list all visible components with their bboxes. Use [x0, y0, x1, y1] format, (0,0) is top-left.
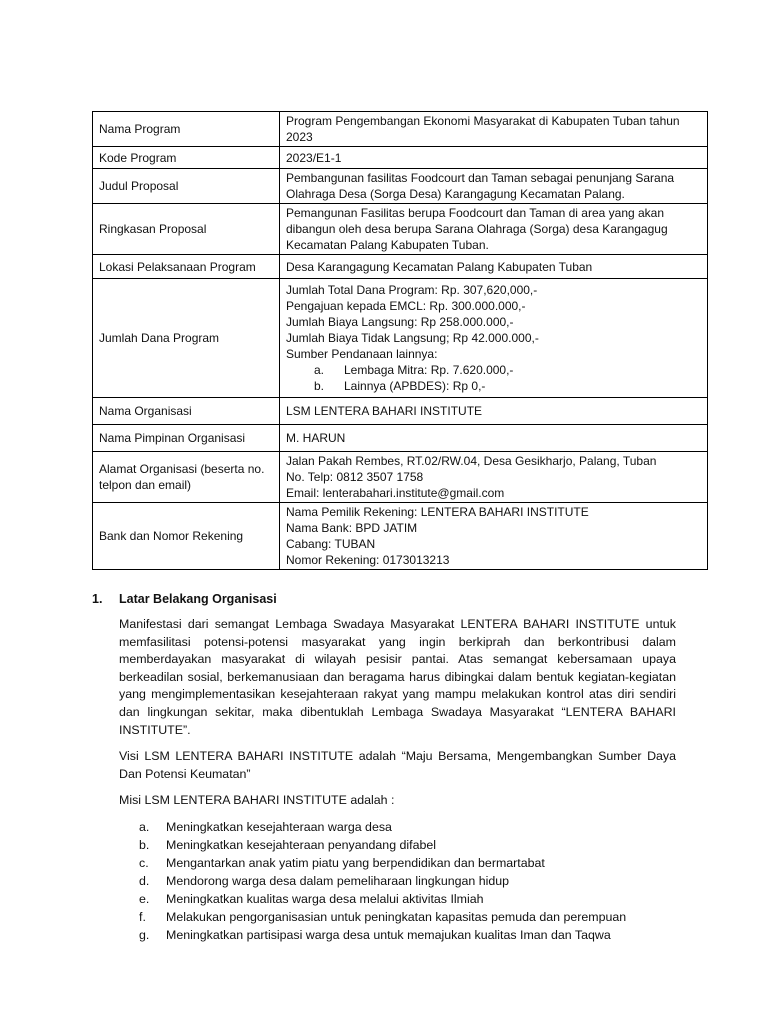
list-text: Melakukan pengorganisasian untuk peningkatan kapasitas pemuda dan perempuan — [166, 909, 627, 924]
table-value-line: 2023/E1-1 — [286, 150, 342, 165]
table-row — [93, 112, 708, 147]
misi-item — [139, 890, 676, 908]
list-text: Meningkatkan kualitas warga desa melalui aktivitas Ilmiah — [166, 891, 484, 906]
misi-intro: Misi LSM LENTERA BAHARI INSTITUTE adalah : — [119, 793, 395, 808]
table-label-cell: Judul Proposal — [93, 169, 280, 204]
list-text: Meningkatkan partisipasi warga desa untuk memajukan kualitas Iman dan Taqwa — [166, 927, 611, 942]
table-label-cell: Kode Program — [93, 147, 280, 169]
list-text: Mengantarkan anak yatim piatu yang berpendidikan dan bermartabat — [166, 855, 545, 870]
funding-source-item — [314, 362, 701, 378]
list-marker: c. — [139, 855, 149, 870]
table-value-line: Pemangunan Fasilitas berupa Foodcourt dan Taman di area yang akan dibangun oleh desa berupa Sarana Olahraga (Sorga) desa Karangagug Kecamatan Palang Kabupaten Tuban. — [286, 206, 668, 252]
table-value-line: Nama Bank: BPD JATIM — [286, 521, 418, 535]
misi-item — [139, 836, 676, 854]
table-row — [93, 503, 708, 570]
table-label-cell: Lokasi Pelaksanaan Program — [93, 255, 280, 279]
list-marker: b. — [314, 379, 325, 393]
misi-item — [139, 872, 676, 890]
background-section — [92, 592, 676, 944]
table-value-cell — [280, 204, 708, 255]
table-value-line: Jalan Pakah Rembes, RT.02/RW.04, Desa Gesikharjo, Palang, Tuban — [286, 454, 657, 468]
table-row — [93, 425, 708, 452]
table-value-cell — [280, 279, 708, 398]
table-value-line: Pembangunan fasilitas Foodcourt dan Taman sebagai penunjang Sarana Olahraga Desa (Sorga Desa) Karangagung Kecamatan Palang. — [286, 171, 675, 201]
table-row — [93, 169, 708, 204]
table-value-line: Desa Karangagung Kecamatan Palang Kabupaten Tuban — [286, 259, 593, 274]
list-marker: a. — [314, 363, 325, 377]
list-marker: e. — [139, 891, 150, 906]
table-label-cell: Nama Pimpinan Organisasi — [93, 425, 280, 452]
list-marker: b. — [139, 837, 150, 852]
background-paragraph: Manifestasi dari semangat Lembaga Swadaya Masyarakat LENTERA BAHARI INSTITUTE untuk memfasilitasi potensi-potensi masyarakat yang ingin berkiprah dan berkontribusi dalam memberdayakan masyarakat di wilayah pesisir pantai. Atas semangat kebersamaan upaya berkeadilan sosial, berkemanusiaan dan beragama harus dibingkai dalam bentuk kegiatan-kegiatan yang mengimplementasikan kesejahteraan rakyat yang mampu melakukan kontrol atas diri sendiri dan lingkungan sekitar, maka dibentuklah Lembaga Swadaya Masyarakat “LENTERA BAHARI INSTITUTE”. — [119, 617, 676, 737]
table-value-line: LSM LENTERA BAHARI INSTITUTE — [286, 404, 483, 418]
visi-paragraph: Visi LSM LENTERA BAHARI INSTITUTE adalah “Maju Bersama, Mengembangkan Sumber Daya Dan Potensi Keumatan” — [119, 749, 676, 781]
misi-item — [139, 854, 676, 872]
list-text: Meningkatkan kesejahteraan penyandang difabel — [166, 837, 437, 852]
table-value-cell — [280, 112, 708, 147]
list-marker: a. — [139, 819, 150, 834]
table-row — [93, 398, 708, 425]
table-value-line: Nama Pemilik Rekening: LENTERA BAHARI INSTITUTE — [286, 505, 589, 519]
misi-item — [139, 926, 676, 944]
table-value-line: M. HARUN — [286, 431, 346, 445]
table-value-cell — [280, 503, 708, 570]
program-info-table-body — [93, 112, 708, 570]
table-label-cell: Jumlah Dana Program — [93, 279, 280, 398]
misi-item — [139, 818, 676, 836]
table-value-line: Pengajuan kepada EMCL: Rp. 300.000.000,- — [286, 299, 526, 313]
table-label-cell: Ringkasan Proposal — [93, 204, 280, 255]
funding-source-list — [314, 362, 701, 394]
table-value-line: Sumber Pendanaan lainnya: — [286, 347, 438, 361]
table-value-line: Cabang: TUBAN — [286, 537, 376, 551]
table-value-cell — [280, 147, 708, 169]
table-label-cell: Bank dan Nomor Rekening — [93, 503, 280, 570]
list-text: Lainnya (APBDES): Rp 0,- — [344, 379, 486, 393]
table-value-line: No. Telp: 0812 3507 1758 — [286, 470, 424, 484]
section-heading — [92, 592, 676, 606]
table-label-cell: Nama Organisasi — [93, 398, 280, 425]
table-value-line: Nomor Rekening: 0173013213 — [286, 553, 450, 567]
program-info-table — [92, 111, 708, 570]
table-value-cell — [280, 255, 708, 279]
section-number: 1. — [92, 592, 103, 606]
list-marker: g. — [139, 927, 150, 942]
list-text: Mendorong warga desa dalam pemeliharaan lingkungan hidup — [166, 873, 510, 888]
table-value-line: Jumlah Total Dana Program: Rp. 307,620,000,- — [286, 283, 538, 297]
table-row — [93, 255, 708, 279]
table-value-line: Email: lenterabahari.institute@gmail.com — [286, 486, 505, 500]
table-value-cell — [280, 169, 708, 204]
table-row — [93, 452, 708, 503]
list-marker: d. — [139, 873, 150, 888]
table-value-cell — [280, 452, 708, 503]
table-value-line: Jumlah Biaya Tidak Langsung; Rp 42.000.000,- — [286, 331, 539, 345]
table-value-line: Program Pengembangan Ekonomi Masyarakat di Kabupaten Tuban tahun 2023 — [286, 114, 680, 144]
list-marker: f. — [139, 909, 146, 924]
table-value-line: Jumlah Biaya Langsung: Rp 258.000.000,- — [286, 315, 514, 329]
table-row — [93, 204, 708, 255]
funding-source-item — [314, 378, 701, 394]
table-row — [93, 147, 708, 169]
list-text: Meningkatkan kesejahteraan warga desa — [166, 819, 392, 834]
table-label-cell: Alamat Organisasi (beserta no. telpon dan email) — [93, 452, 280, 503]
list-text: Lembaga Mitra: Rp. 7.620.000,- — [344, 363, 514, 377]
table-value-cell — [280, 398, 708, 425]
table-label-cell: Nama Program — [93, 112, 280, 147]
misi-item — [139, 908, 676, 926]
misi-list — [139, 818, 676, 944]
section-title: Latar Belakang Organisasi — [119, 592, 277, 606]
table-row — [93, 279, 708, 398]
table-value-cell — [280, 425, 708, 452]
